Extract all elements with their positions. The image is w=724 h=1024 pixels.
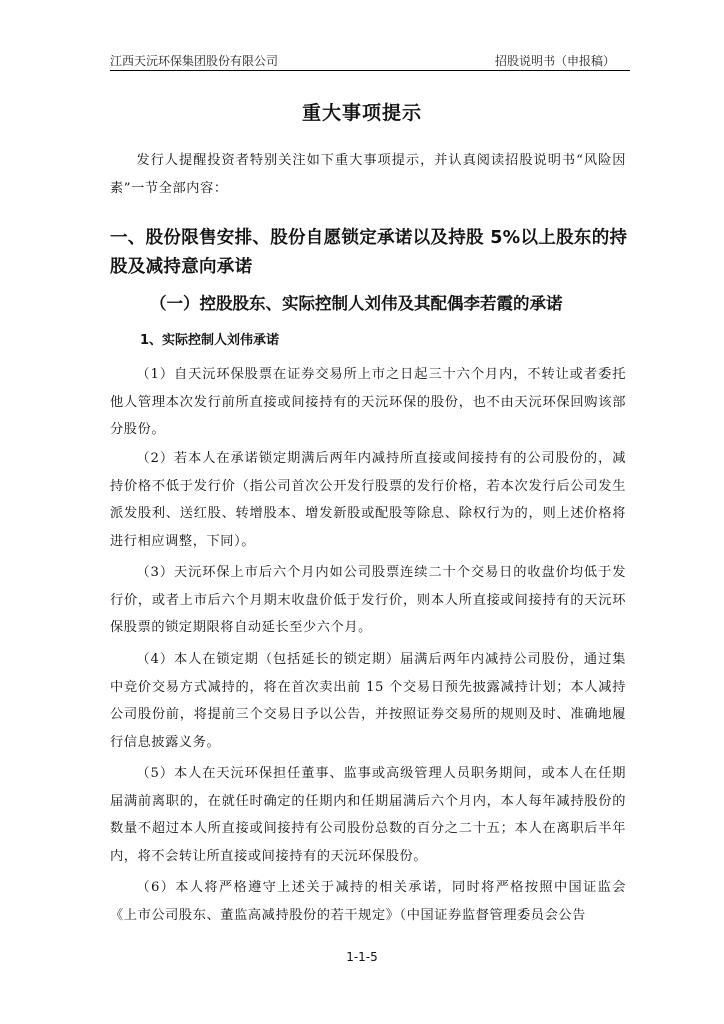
commitment-paragraph-5: （5）本人在天沅环保担任董事、监事或高级管理人员职务期间，或本人在任期届满前离职的，在就任时确定的任期内和任期届满后六个月内，本人每年减持股份的数量不超过本人所直接或间接持有公司股份总数的百分之二十五；本人在离职后半年内，将不会转让所直接或间接持有的天沅环保股份。	[110, 766, 626, 865]
commitment-paragraph-2: （2）若本人在承诺锁定期满后两年内减持所直接或间接持有的公司股份的，减持价格不低于发行价（指公司首次公开发行股票的发行价格，若本次发行后公司发生派发股利、送红股、转增股本、增发新股或配股等除息、除权行为的，则上述价格将进行相应调整，下同）。	[110, 451, 626, 550]
item-heading: 1、实际控制人刘伟承诺	[140, 333, 280, 348]
intro-paragraph: 发行人提醒投资者特别关注如下重大事项提示，并认真阅读招股说明书“风险因素”一节全部内容：	[110, 153, 626, 196]
page-title: 重大事项提示	[301, 102, 422, 124]
header-document-type: 招股说明书（申报稿）	[494, 54, 615, 68]
commitment-paragraph-3: （3）天沅环保上市后六个月内如公司股票连续二十个交易日的收盘价均低于发行价，或者上市后六个月期末收盘价低于发行价，则本人所直接或间接持有的天沅环保股票的锁定期限将自动延长至少六个月。	[110, 565, 626, 636]
page-header	[110, 50, 615, 72]
subsection-heading: （一）控股股东、实际控制人刘伟及其配偶李若霞的承诺	[150, 294, 563, 313]
commitment-paragraph-4: （4）本人在锁定期（包括延长的锁定期）届满后两年内减持公司股份，通过集中竞价交易方式减持的，将在首次卖出前 15 个交易日预先披露减持计划；本人减持公司股份前，将提前三个交易日予以公告，并按照证券交易所的规则及时、准确地履行信息披露义务。	[110, 652, 626, 751]
page-number: 1-1-5	[346, 950, 378, 964]
header-company-name: 江西天沅环保集团股份有限公司	[110, 54, 279, 68]
commitment-paragraph-6: （6）本人将严格遵守上述关于减持的相关承诺，同时将严格按照中国证监会《上市公司股东、董监高减持股份的若干规定》（中国证券监督管理委员会公告	[110, 880, 626, 923]
commitment-paragraph-1: （1）自天沅环保股票在证券交易所上市之日起三十六个月内，不转让或者委托他人管理本次发行前所直接或间接持有的天沅环保的股份，也不由天沅环保回购该部分股份。	[110, 367, 626, 438]
section-heading: 一、股份限售安排、股份自愿锁定承诺以及持股 5%以上股东的持股及减持意向承诺	[110, 228, 628, 277]
header-divider	[110, 70, 630, 71]
